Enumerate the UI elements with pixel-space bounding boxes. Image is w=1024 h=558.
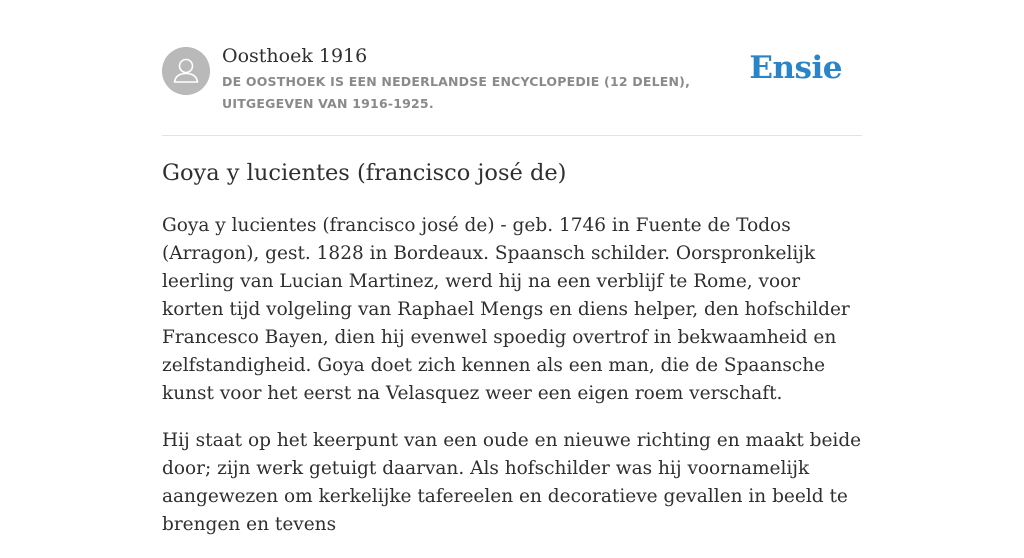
source-title[interactable]: Oosthoek 1916 xyxy=(222,45,368,67)
entry-body xyxy=(162,212,866,558)
entry-paragraph-1: Goya y lucientes (francisco josé de) - geb. 1746 in Fuente de Todos (Arragon), gest. 1828 in Bordeaux. Spaansch schilder. Oorspronkelijk leerling van Lucian Martinez, werd hij na een verblijf te Rome, voor korten tijd volgeling van Raphael Mengs en diens helper, den hofschilder Francesco Bayen, dien hij evenwel spoedig overtrof in bekwaamheid en zelfstandigheid. Goya doet zich kennen als een man, die de Spaansche kunst voor het eerst na Velasquez weer een eigen roem verschaft. xyxy=(162,215,850,404)
entry-title: Goya y lucientes (francisco josé de) xyxy=(162,160,567,186)
page-content xyxy=(162,0,862,535)
source-description: DE OOSTHOEK IS EEN NEDERLANDSE ENCYCLOPEDIE (12 DELEN), UITGEGEVEN VAN 1916-1925. xyxy=(222,74,691,111)
user-icon[interactable] xyxy=(162,47,210,95)
source-header xyxy=(162,0,862,136)
ensie-logo[interactable]: Ensie xyxy=(749,50,842,86)
entry-paragraph-2: Hij staat op het keerpunt van een oude en nieuwe richting en maakt beide door; zijn werk getuigt daarvan. Als hofschilder was hij voornamelijk aangewezen om kerkelijke tafereelen en decoratieve gevallen in beeld te brengen en tevens xyxy=(162,430,862,535)
